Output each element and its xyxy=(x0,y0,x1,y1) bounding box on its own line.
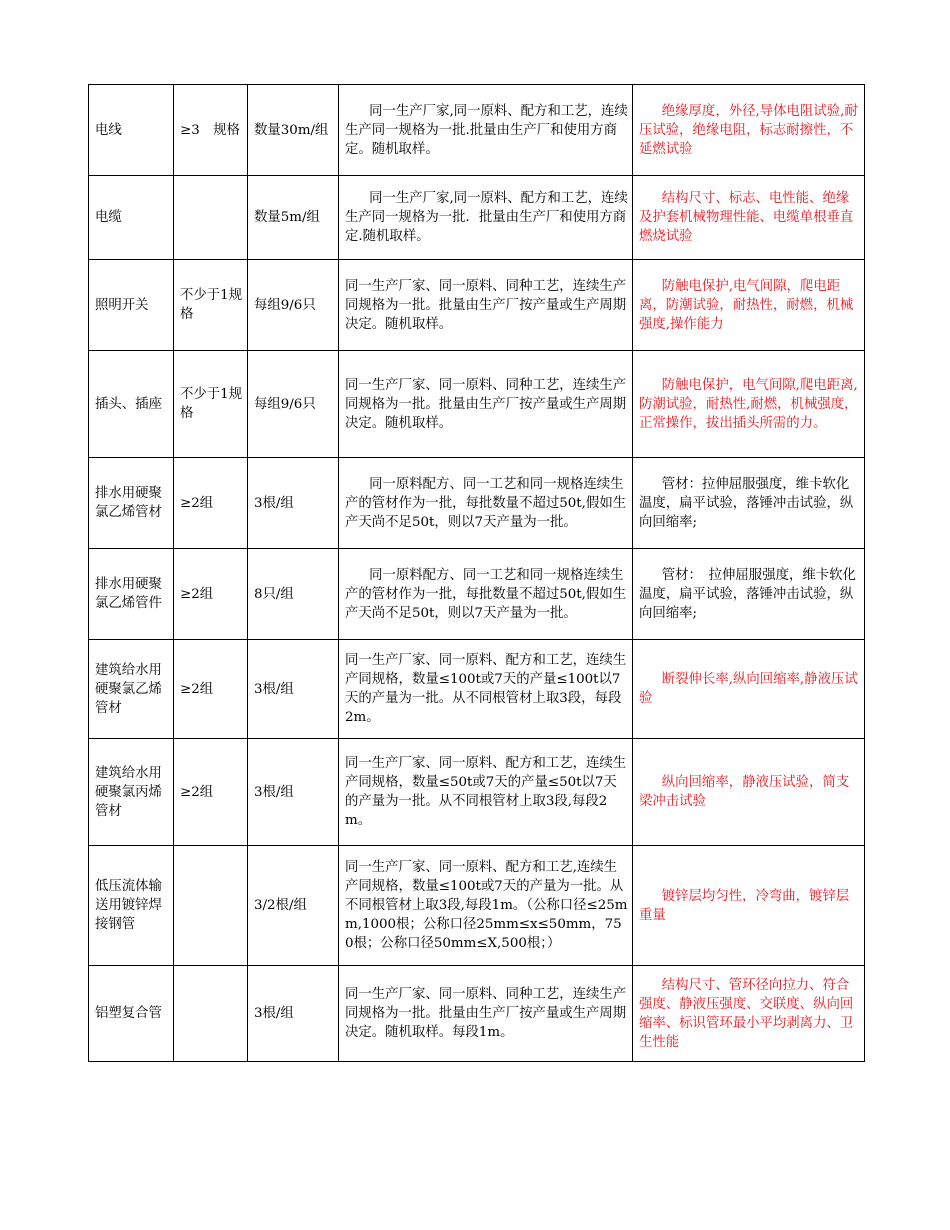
material-name: 照明开关 xyxy=(89,260,174,351)
test-items: 防触电保护,电气间隙，爬电距离，防潮试验，耐热性，耐燃，机械强度,操作能力 xyxy=(633,260,865,351)
test-items: 管材： 拉伸屈服强度，维卡软化温度，扁平试验，落锤冲击试验，纵向回缩率; xyxy=(633,549,865,640)
table-row xyxy=(89,640,865,739)
batch-rule: 同一生产厂家、同一原料、同种工艺，连续生产同规格为一批。批量由生产厂按产量或生产周期决定。随机取样。 xyxy=(339,351,633,458)
test-items: 纵向回缩率，静液压试验，简支梁冲击试验 xyxy=(633,739,865,846)
test-items: 结构尺寸、标志、电性能、绝缘及护套机械物理性能、电缆单根垂直燃烧试验 xyxy=(633,176,865,260)
table-row xyxy=(89,351,865,458)
batch-rule: 同一原料配方、同一工艺和同一规格连续生产的管材作为一批，每批数量不超过50t,假如生产天尚不足50t，则以7天产量为一批。 xyxy=(339,549,633,640)
batch-rule: 同一生产厂家、同一原料、配方和工艺，连续生产同规格，数量≤100t或7天的产量≤100t以7天的产量为一批。从不同根管材上取3段，每段2m。 xyxy=(339,640,633,739)
test-items: 镀锌层均匀性，冷弯曲，镀锌层重量 xyxy=(633,846,865,966)
specification-table xyxy=(88,84,865,1062)
table-row xyxy=(89,260,865,351)
batch-rule: 同一生产厂家、同一原料、配方和工艺，连续生产同规格，数量≤50t或7天的产量≤50t以7天的产量为一批。从不同根管材上取3段,每段2m。 xyxy=(339,739,633,846)
sample-quantity: 每组9/6只 xyxy=(248,351,339,458)
sample-quantity: 8只/组 xyxy=(248,549,339,640)
sample-spec xyxy=(174,176,248,260)
sample-quantity: 3根/组 xyxy=(248,966,339,1062)
material-name: 插头、插座 xyxy=(89,351,174,458)
sample-spec: ≥2组 xyxy=(174,640,248,739)
table-row xyxy=(89,966,865,1062)
test-items: 断裂伸长率,纵向回缩率,静液压试验 xyxy=(633,640,865,739)
material-name: 铝塑复合管 xyxy=(89,966,174,1062)
sample-spec xyxy=(174,846,248,966)
sample-spec xyxy=(174,966,248,1062)
table-row xyxy=(89,176,865,260)
sample-quantity: 3/2根/组 xyxy=(248,846,339,966)
sample-spec: ≥2组 xyxy=(174,549,248,640)
batch-rule: 同一生产厂家,同一原料、配方和工艺，连续生产同一规格为一批.批量由生产厂和使用方商定。随机取样。 xyxy=(339,85,633,176)
batch-rule: 同一原料配方、同一工艺和同一规格连续生产的管材作为一批，每批数量不超过50t,假如生产天尚不足50t，则以7天产量为一批。 xyxy=(339,458,633,549)
batch-rule: 同一生产厂家、同一原料、配方和工艺,连续生产同规格，数量≤100t或7天的产量为一批。从不同根管材上取3段,每段1m。（公称口径≤25mm,1000根；公称口径25mm≤x≤50mm，750根；公称口径50mm≤X,500根；） xyxy=(339,846,633,966)
table-row xyxy=(89,85,865,176)
batch-rule: 同一生产厂家、同一原料、同种工艺，连续生产同规格为一批。批量由生产厂按产量或生产周期决定。随机取样。每段1m。 xyxy=(339,966,633,1062)
batch-rule: 同一生产厂家、同一原料、同种工艺，连续生产同规格为一批。批量由生产厂按产量或生产周期决定。随机取样。 xyxy=(339,260,633,351)
sample-quantity: 数量30m/组 xyxy=(248,85,339,176)
sample-quantity: 3根/组 xyxy=(248,739,339,846)
sample-spec: ≥2组 xyxy=(174,458,248,549)
sample-quantity: 每组9/6只 xyxy=(248,260,339,351)
sample-quantity: 3根/组 xyxy=(248,640,339,739)
table-row xyxy=(89,458,865,549)
batch-rule: 同一生产厂家,同一原料、配方和工艺，连续生产同一规格为一批．批量由生产厂和使用方商定.随机取样。 xyxy=(339,176,633,260)
table-row xyxy=(89,846,865,966)
table-row xyxy=(89,739,865,846)
material-name: 排水用硬聚氯乙烯管件 xyxy=(89,549,174,640)
material-name: 电线 xyxy=(89,85,174,176)
material-name: 建筑给水用硬聚氯丙烯管材 xyxy=(89,739,174,846)
test-items: 防触电保护，电气间隙,爬电距离,防潮试验，耐热性,耐燃，机械强度，正常操作，拔出插头所需的力。 xyxy=(633,351,865,458)
sample-quantity: 数量5m/组 xyxy=(248,176,339,260)
material-name: 建筑给水用硬聚氯乙烯管材 xyxy=(89,640,174,739)
sample-quantity: 3根/组 xyxy=(248,458,339,549)
material-name: 排水用硬聚氯乙烯管材 xyxy=(89,458,174,549)
sample-spec: ≥2组 xyxy=(174,739,248,846)
sample-spec: ≥3 规格 xyxy=(174,85,248,176)
test-items: 结构尺寸、管环径向拉力、符合强度、静液压强度、交联度、纵向回缩率、标识管环最小平均剥离力、卫生性能 xyxy=(633,966,865,1062)
material-name: 电缆 xyxy=(89,176,174,260)
table-row xyxy=(89,549,865,640)
test-items: 绝缘厚度，外径,导体电阻试验,耐压试验，绝缘电阻，标志耐擦性，不延燃试验 xyxy=(633,85,865,176)
sample-spec: 不少于1规格 xyxy=(174,260,248,351)
material-name: 低压流体输送用镀锌焊接钢管 xyxy=(89,846,174,966)
test-items: 管材：拉伸屈服强度，维卡软化温度，扁平试验，落锤冲击试验，纵向回缩率; xyxy=(633,458,865,549)
sample-spec: 不少于1规格 xyxy=(174,351,248,458)
